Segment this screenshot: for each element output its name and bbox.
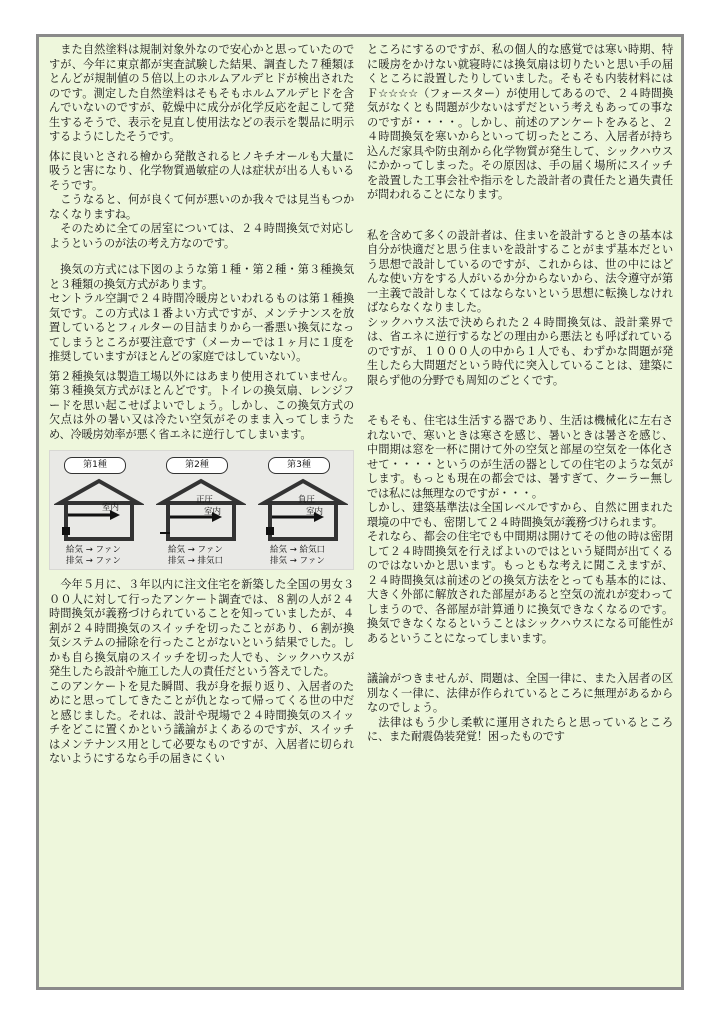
paragraph: 今年５月に、３年以内に注文住宅を新築した全国の男女３００人に対して行ったアンケート調査では、８割の人が２４時間換気が義務づけられていることを知っていましたが、４割が２４時間換気のスイッチを切ったことがあり、６割が換気システムの掃除を行ったことがないという結果でした。しかも自ら換気扇のスイッチを切った人でも、シックハウスが発生したら設計や施工した人の責任だという答えでした。 xyxy=(49,578,354,678)
paragraph: それなら、都会の住宅でも中間期は開けてその他の時は密閉して２４時間換気を行えばよいのではという疑問が出てくるのではないかと思います。もっともな考えに聞こえますが、２４時間換気は前述のどの換気方法をとっても基本的には、大きく外部に解放された部屋があると空気の流れが変わってしまうので、各部屋が計算通りに換気できなくなるのです。換気できなくなるということはシックハウスになる可能性があるということになってしまいます。 xyxy=(367,530,673,645)
room-label: 室内 xyxy=(102,503,120,513)
legend-type2 xyxy=(168,545,223,567)
paragraph: こうなると、何が良くて何が悪いのか我々では見当もつかなくなりますね。 xyxy=(49,193,354,221)
paragraph: 議論がつきませんが、問題は、全国一律に、また入居者の区別なく一律に、法律が作られているところに無理があるからなのでしょう。 xyxy=(367,672,673,714)
legend-line: 排気 → 排気口 xyxy=(168,556,224,566)
paragraph: 法律はもう少し柔軟に運用されたらと思っているところに、また耐震偽装発覚！困ったものです xyxy=(367,715,673,743)
room-label: 室内 xyxy=(204,507,222,517)
paragraph: ところにするのですが、私の個人的な感覚では寒い時期、特に暖房をかけない就寝時には換気扇は切りたいと思い手の届くところに設置したりしていました。そもそも内装材料にはＦ☆☆☆☆（フォースター）が使用してあるので、２４時間換気がなくとも問題が少ないはずだという考えもあっての事なのですが・・・・。しかし、前述のアンケートをみると、２４時間換気を寒いからといって切ったところ、入居者が持ち込んだ家具や防虫剤から化学物質が発生して、シックハウスにかかってしまった。その原因は、手の届く場所にスイッチを設置した工事会社や指示をした設計者の責任たと過失責任が問われることになります。 xyxy=(367,43,673,201)
positive-pressure-label: 正圧 xyxy=(196,495,214,505)
right-column xyxy=(367,43,673,745)
room-label: 室内 xyxy=(306,507,324,517)
type1-label: 第1種 xyxy=(64,457,126,474)
legend-line: 給気 → ファン xyxy=(168,545,223,555)
type2-label: 第2種 xyxy=(166,457,228,474)
paragraph: そのために全ての居室については、２４時間換気で対応しようというのが法の考え方なのです。 xyxy=(49,222,354,250)
article-frame xyxy=(36,34,684,990)
paragraph: 私を含めて多くの設計者は、住まいを設計するときの基本は自分が快適だと思う住まいを設計することがまず基本だという思想で設計しているのですが、これからは、世の中にはどんな使い方をする人がいるか分からないから、法令遵守が第一主義で設計しなくてはならないという思想に転換しなければならなくなりました。 xyxy=(367,228,673,314)
house-type3-icon xyxy=(258,477,348,541)
house-type1-icon xyxy=(54,477,144,541)
type3-label: 第3種 xyxy=(268,457,330,474)
paragraph: 換気の方式には下図のような第１種・第２種・第３種換気と３種類の換気方式があります。 xyxy=(49,263,354,291)
paragraph: シックハウス法で決められた２４時間換気は、設計業界では、省エネに逆行するなどの理由から悪法とも呼ばれているのですが、１０００人の中から１人でも、わずかな問題が発生したら大問題だという時代に突入していることは、建築に限らず他の分野でも周知のごとくです。 xyxy=(367,315,673,387)
legend-type1 xyxy=(66,545,121,567)
legend-line: 排気 → ファン xyxy=(270,556,325,566)
legend-line: 給気 → ファン xyxy=(66,545,121,555)
legend-line: 給気 → 給気口 xyxy=(270,545,326,555)
paragraph: また自然塗料は規制対象外なので安心かと思っていたのですが、今年に東京都が実査試験した結果、調査した７種類ほとんどが規制値の５倍以上のホルムアルデヒドが検出されたのです。測定した自然塗料はそもそもホルムアルデヒドを含んでいないのですが、乾燥中に成分が化学反応を起こして発生するそうで、表示を見直し使用法などの表示を製品に明示するようにしたそうです。 xyxy=(49,43,354,143)
legend-type3 xyxy=(270,545,325,567)
house-type2-icon xyxy=(156,477,246,541)
left-column xyxy=(49,43,354,767)
negative-pressure-label: 負圧 xyxy=(298,495,316,505)
paragraph: しかし、建築基準法は全国レベルですから、自然に囲まれた環境の中でも、密閉して２４時間換気が義務づけられます。 xyxy=(367,501,673,529)
paragraph: そもそも、住宅は生活する器であり、生活は機械化に左右されないで、寒いときは寒さを感じ、暑いときは暑さを感じ、中間期は窓を一杯に開けて外の空気と部屋の空気を一体化させて・・・・というのが生活の器としての住宅のような気がします。もっとも現在の都会では、暑すぎて、クーラー無しでは私には無理なのですが・・・。 xyxy=(367,414,673,500)
paragraph: 体に良いとされる檜から発散されるヒノキチオールも大量に吸うと害になり、化学物質過敏症の人は症状が出る人もいるそうです。 xyxy=(49,149,354,192)
paragraph: 第２種換気は製造工場以外にはあまり使用されていません。第３種換気方式がほとんどです。トイレの換気扇、レンジフードを思い起こせばよいでしょう。しかし、この換気方式の欠点は外の暑い又は冷たい空気がそのまま入ってしまうため、冷暖房効率が悪く省エネに逆行してしまいます。 xyxy=(49,369,354,441)
paragraph: セントラル空調で２４時間冷暖房といわれるものは第１種換気です。この方式は１番よい方式ですが、メンテナンスを放置しているとフィルターの目詰まりから一番悪い換気になってしまうところが要注意です（メーカーでは１ヶ月に１度を推奨していますがほとんどの家庭ではしていない）。 xyxy=(49,292,354,363)
paragraph: このアンケートを見た瞬間、我が身を振り返り、入居者のためにと思ってしてきたことが仇となって帰ってくる世の中だと感じました。それは、設計や現場で２４時間換気のスイッチをどこに置くかという議論がよくあるのですが、スイッチはメンテナンス用として必要なものですが、入居者に切られないようにするなら手の届きにくい xyxy=(49,679,354,765)
legend-line: 排気 → ファン xyxy=(66,556,121,566)
ventilation-diagram xyxy=(49,450,354,570)
